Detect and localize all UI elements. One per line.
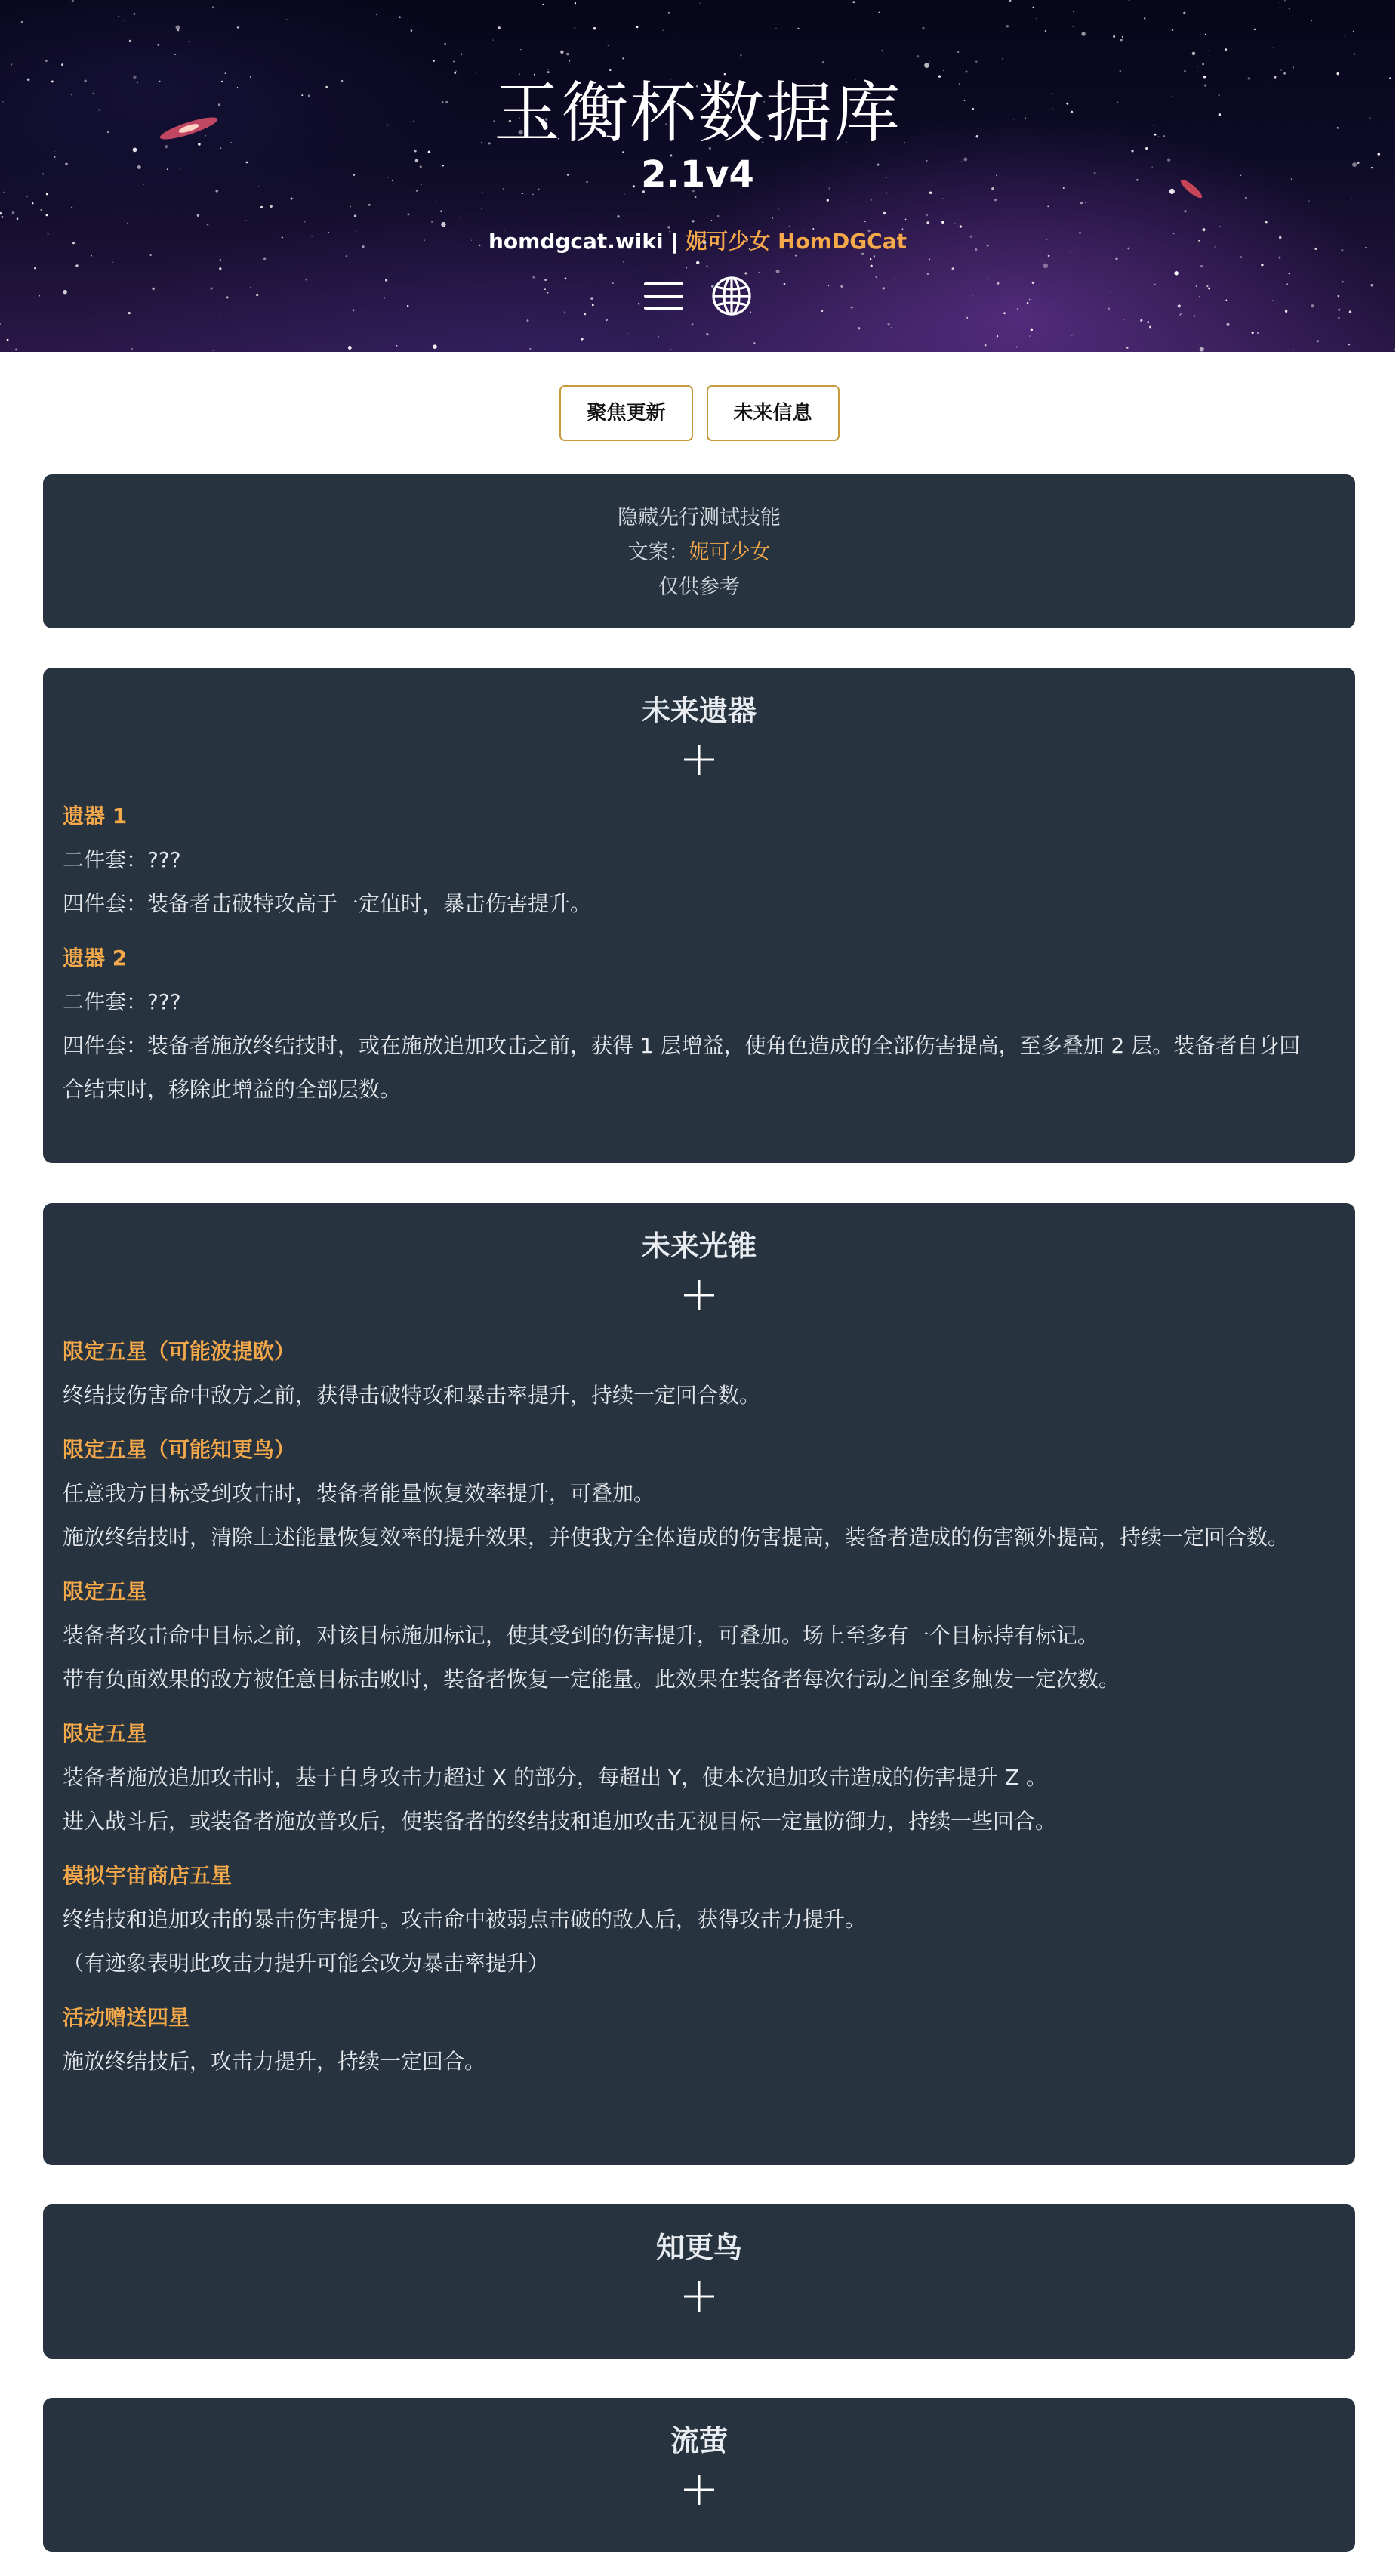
light-cone-name: 模拟宇宙商店五星 [63,1863,233,1888]
light-cone-line: 终结技伤害命中敌方之前，获得击破特攻和暴击率提升，持续一定回合数。 [63,1383,761,1408]
light-cone-line: 终结技和追加攻击的暴击伤害提升。攻击命中被弱点击破的敌人后，获得攻击力提升。 [63,1907,867,1932]
light-cone-entry [63,1428,1336,1559]
relics-list [43,794,1355,1112]
light-cone-line: 施放终结技后，攻击力提升，持续一定回合。 [63,2049,486,2074]
light-cone-entry [63,1712,1336,1843]
info-line-reference: 仅供参考 [658,575,740,599]
relic-entry [63,936,1336,1112]
top-button-bar [0,385,1399,441]
expand-plus-icon[interactable] [683,1279,716,1312]
info-credit-line [43,535,1355,570]
site-link[interactable]: homdgcat.wiki [488,229,664,254]
future-info-button[interactable]: 未来信息 [707,385,840,441]
site-title: 玉衡杯数据库 [493,74,901,152]
credit-prefix: 文案： [627,541,689,564]
light-cone-line: 带有负面效果的敌方被任意目标击败时，装备者恢复一定能量。此效果在装备者每次行动之间至多触发一定次数。 [63,1667,1120,1692]
light-cone-line: 装备者施放追加攻击时，基于自身攻击力超过 X 的部分，每超出 Y，使本次追加攻击造成的伤害提升 Z 。 [63,1765,1047,1790]
credits-separator: | [670,229,679,254]
site-header [0,0,1395,352]
light-cone-entry [63,1996,1336,2084]
light-cone-line: （有迹象表明此攻击力提升可能会改为暴击率提升） [63,1951,550,1976]
relic-line: 二件套：??? [63,989,181,1014]
expand-plus-icon[interactable] [683,743,716,776]
relic-entry [63,794,1336,926]
light-cone-name: 限定五星（可能波提欧） [63,1339,296,1364]
relic-name: 遗器 2 [63,946,128,970]
menu-icon[interactable] [642,275,685,317]
light-cones-list [43,1330,1355,2084]
light-cone-line: 施放终结技时，清除上述能量恢复效率的提升效果，并使我方全体造成的伤害提高，装备者造成的伤害额外提高，持续一定回合数。 [63,1525,1290,1550]
light-cone-name: 限定五星（可能知更鸟） [63,1437,296,1462]
light-cone-line: 进入战斗后，或装备者施放普攻后，使装备者的终结技和追加攻击无视目标一定量防御力，持续一些回合。 [63,1809,1057,1834]
relic-line: 四件套：装备者击破特攻高于一定值时，暴击伤害提升。 [63,891,592,916]
credit-author-link[interactable]: 妮可少女 [689,541,771,564]
relic-line: 二件套：??? [63,847,181,872]
section-title-relics: 未来遗器 [641,694,757,727]
header-icons [0,275,1395,317]
author-link[interactable]: 妮可少女 HomDGCat [686,229,908,254]
credits-line [0,225,1395,255]
relic-name: 遗器 1 [63,804,128,828]
character-card-robin [43,2204,1355,2359]
globe-icon[interactable] [710,275,753,317]
light-cone-entry [63,1854,1336,1985]
section-title-light-cones: 未来光锥 [641,1229,757,1263]
light-cone-name: 限定五星 [63,1721,148,1746]
future-relics-card [43,668,1355,1163]
expand-plus-icon[interactable] [683,2473,716,2507]
light-cone-name: 限定五星 [63,1579,148,1604]
version-label: 2.1v4 [641,153,754,196]
light-cone-entry [63,1570,1336,1701]
expand-plus-icon[interactable] [683,2280,716,2313]
relic-line: 合结束时，移除此增益的全部层数。 [63,1077,402,1102]
future-light-cones-card [43,1203,1355,2165]
character-card-firefly [43,2398,1355,2552]
light-cone-entry [63,1330,1336,1418]
info-card [43,474,1355,628]
light-cone-line: 装备者攻击命中目标之前，对该目标施加标记，使其受到的伤害提升，可叠加。场上至多有一个目标持有标记。 [63,1623,1099,1648]
relic-line: 四件套：装备者施放终结技时，或在施放追加攻击之前，获得 1 层增益，使角色造成的全部伤害提高，至多叠加 2 层。装备者自身回 [63,1033,1301,1058]
info-line-hidden-skills: 隐藏先行测试技能 [618,506,781,529]
focus-update-button[interactable]: 聚焦更新 [559,385,692,441]
character-title: 流萤 [670,2424,728,2457]
character-title: 知更鸟 [655,2231,742,2264]
light-cone-line: 任意我方目标受到攻击时，装备者能量恢复效率提升，可叠加。 [63,1481,655,1506]
light-cone-name: 活动赠送四星 [63,2005,190,2030]
